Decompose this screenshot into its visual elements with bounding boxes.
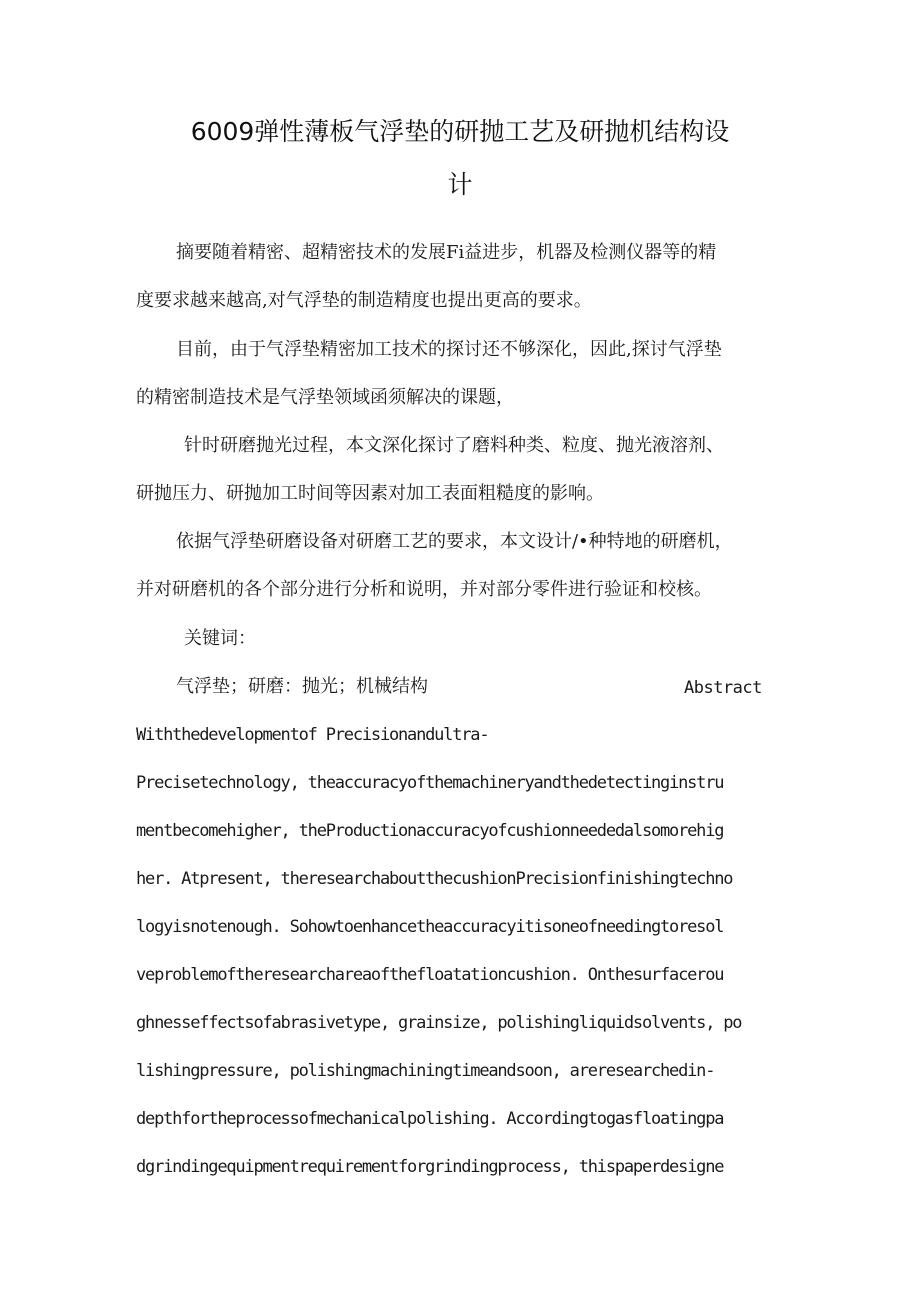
abstract-en-line: her. Atpresent, theresearchaboutthecushionPrecisionfinishingtechno: [136, 869, 733, 889]
abstract-en-line: lishingpressure, polishingmachiningtimeandsoon, areresearchedin-: [136, 1061, 715, 1081]
abstract-en-line: mentbecomehigher, theProductionaccuracyofcushionneededalsomorehig: [136, 821, 724, 841]
abstract-zh-p4-line1: 依据气浮垫研磨设备对研磨工艺的要求，本文设计/•种特地的研磨机，: [176, 531, 733, 552]
abstract-en-line: depthfortheprocessofmechanicalpolishing. Accordingtogasfloatingpa: [136, 1109, 724, 1129]
abstract-zh-p2-line2: 的精密制造技术是气浮垫领域函须解决的课题，: [136, 387, 514, 408]
abstract-zh-p3-line1: 针时研磨抛光过程，本文深化探讨了磨料种类、粒度、抛光液溶剂、: [184, 435, 724, 456]
keywords-text: 气浮垫；研磨：抛光；机械结构: [176, 676, 428, 697]
keywords-label: 关键词：: [184, 628, 256, 649]
abstract-en-heading: Abstract: [684, 678, 762, 698]
abstract-zh-p2-line1: 目前，由于气浮垫精密加工技术的探讨还不够深化，因此,探讨气浮垫: [176, 339, 722, 360]
abstract-zh-p4-line2: 并对研磨机的各个部分进行分析和说明，并对部分零件进行验证和校核。: [136, 579, 712, 600]
abstract-zh-p3-line2: 研抛压力、研抛加工时间等因素对加工表面粗糙度的影响。: [136, 483, 604, 504]
document-title-line-1: 6009弹性薄板气浮垫的研抛工艺及研抛机结构设: [190, 117, 730, 146]
abstract-zh-p1-line1: 摘要随着精密、超精密技术的发展Fi益进步，机器及检测仪器等的精: [176, 242, 717, 263]
abstract-en-line: Precisetechnology, theaccuracyofthemachineryandthedetectinginstru: [136, 773, 724, 793]
abstract-en-line: ghnesseffectsofabrasivetype, grainsize, polishingliquidsolvents, po: [136, 1013, 742, 1033]
document-title-line-2: 计: [447, 170, 473, 199]
abstract-zh-p1-line2: 度要求越来越高,对气浮垫的制造精度也提出更高的要求。: [136, 290, 592, 311]
abstract-en-line: veproblemoftheresearchareaofthefloatationcushion. Onthesurfacerou: [136, 965, 724, 985]
abstract-en-line: Withthedevelopmentof Precisionandultra-: [136, 725, 489, 745]
abstract-en-line: logyisnotenough. Sohowtoenhancetheaccuracyitisoneofneedingtoresol: [136, 917, 724, 937]
abstract-en-line: dgrindingequipmentrequirementforgrindingprocess, thispaperdesigne: [136, 1157, 724, 1177]
